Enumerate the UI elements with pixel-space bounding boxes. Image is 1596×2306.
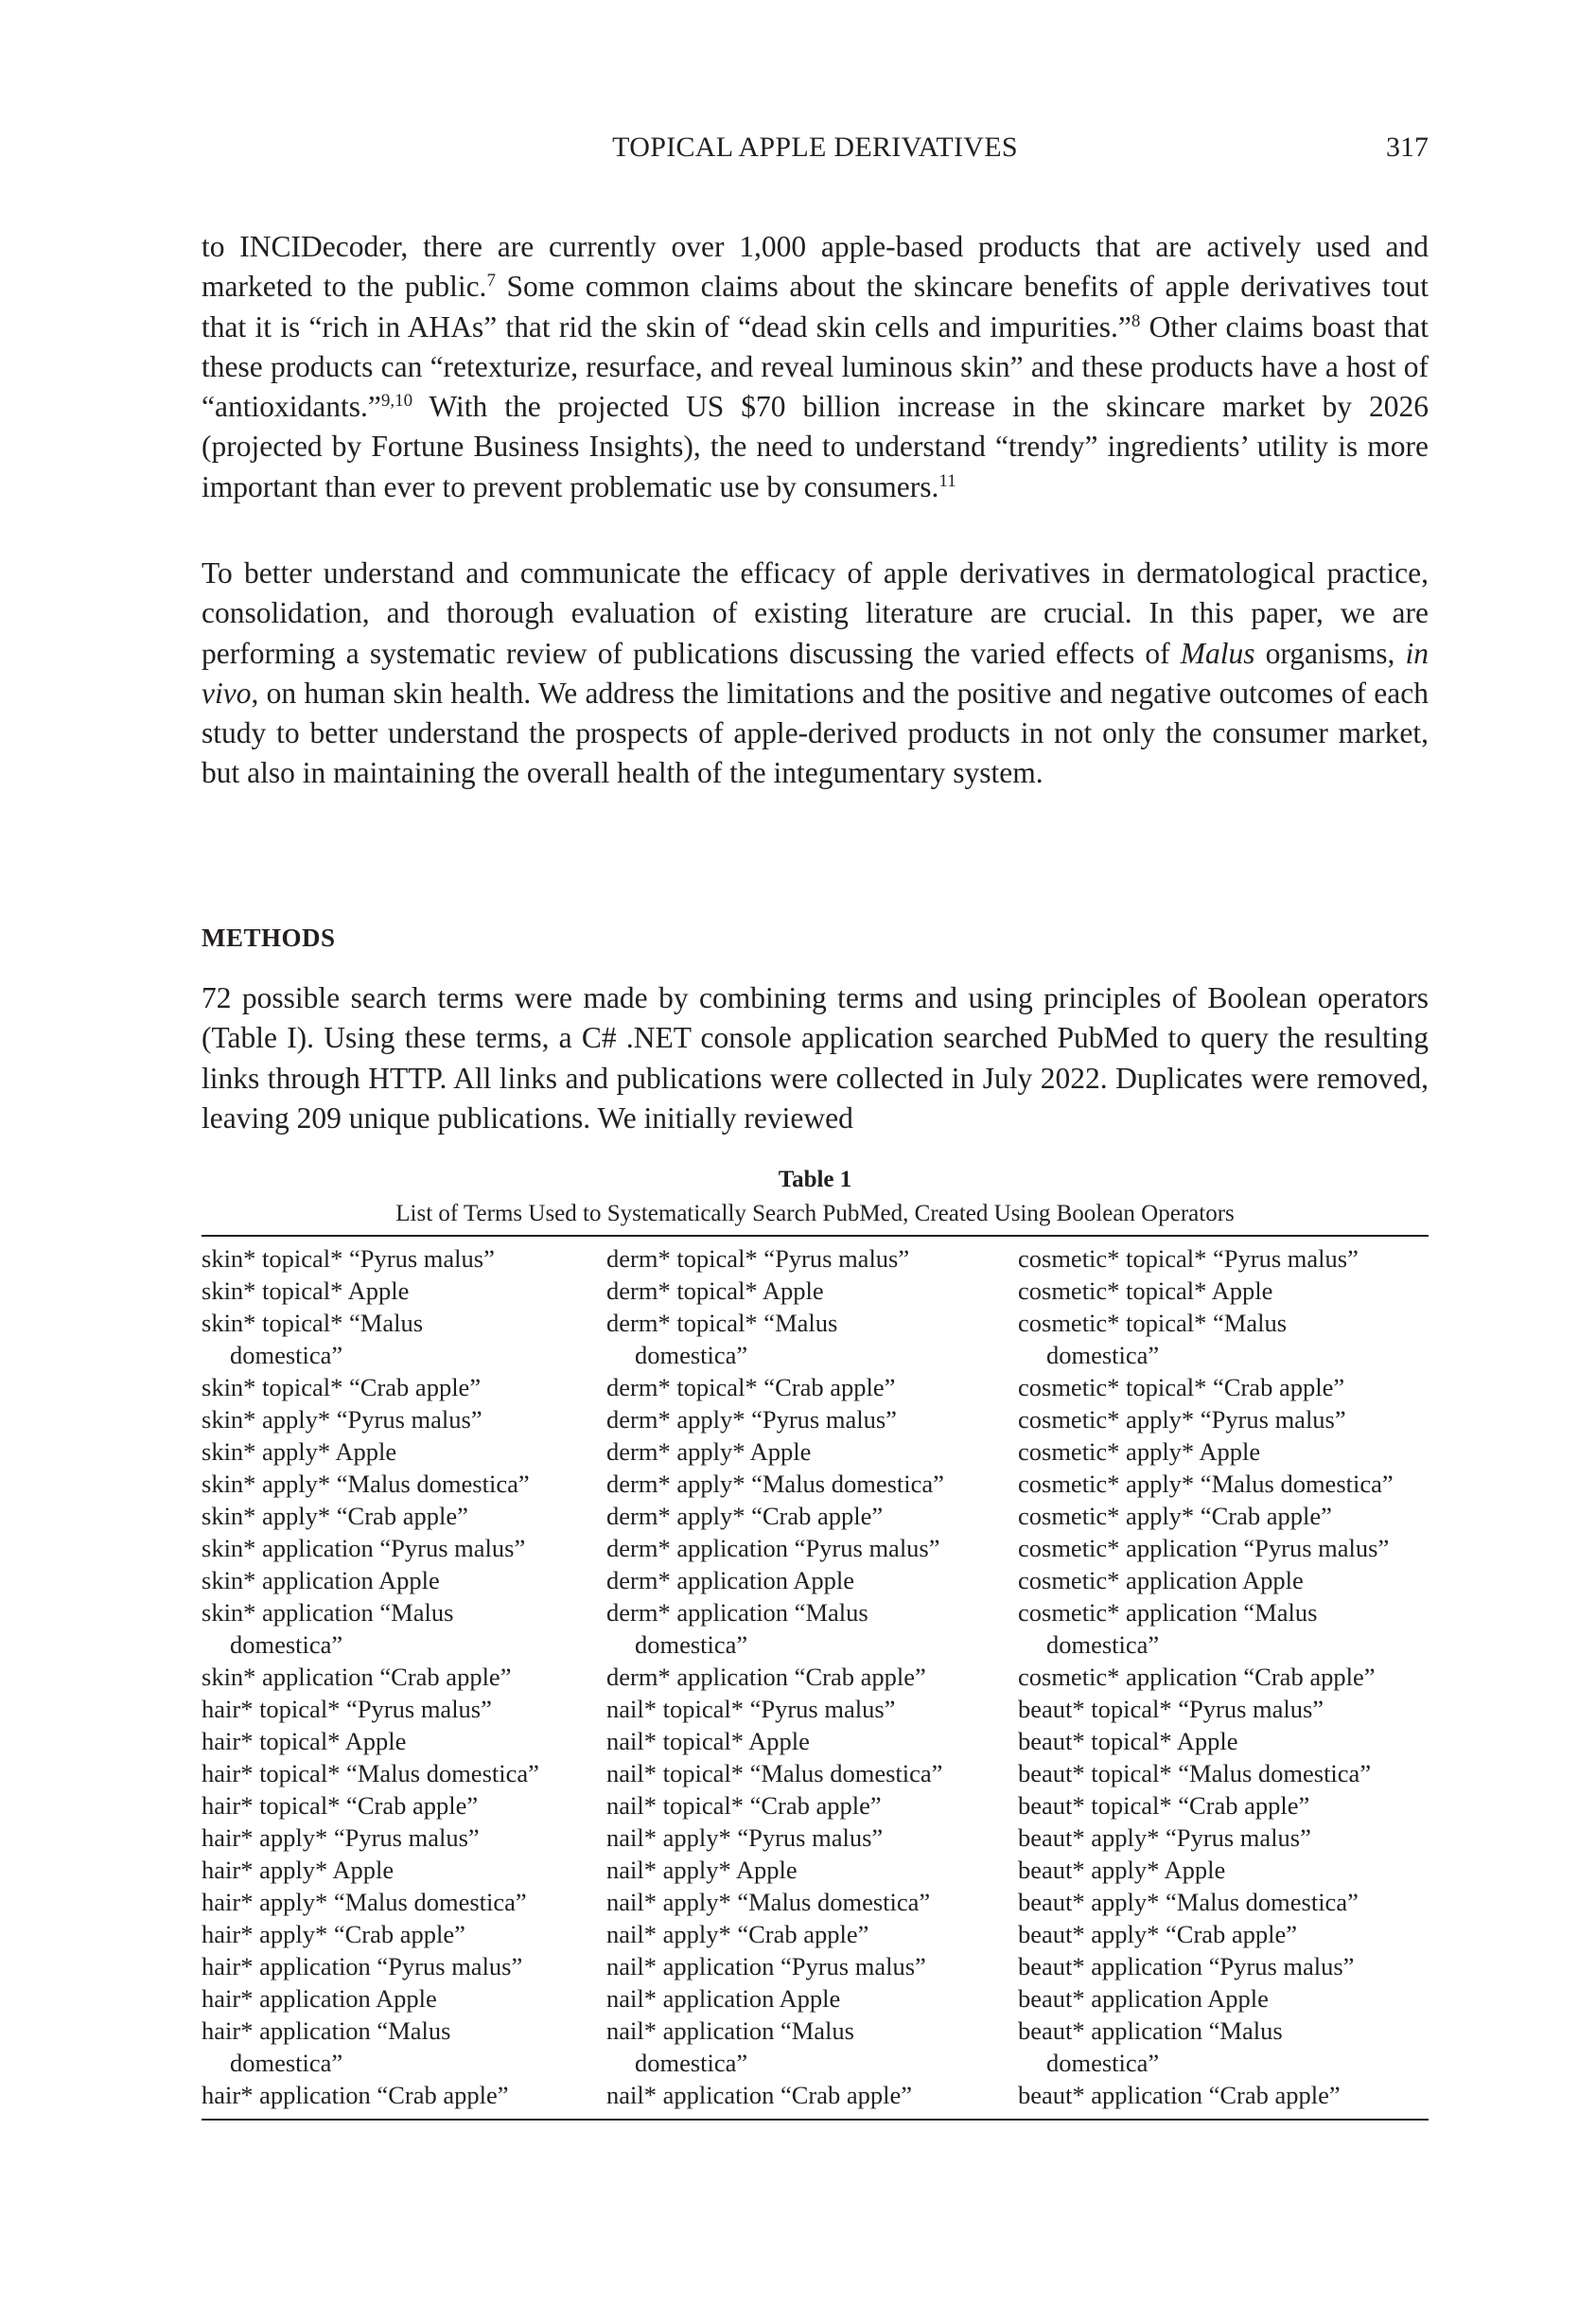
cell-text: nail* application “Pyrus malus” bbox=[606, 1952, 926, 1980]
cell-text: derm* apply* Apple bbox=[606, 1437, 812, 1466]
table-cell bbox=[1018, 1596, 1429, 1661]
cell-text: hair* topical* “Malus domestica” bbox=[202, 1759, 539, 1787]
cell-text: nail* application “Malus bbox=[606, 2016, 854, 2045]
italic-latin-term: in vivo bbox=[202, 636, 1429, 710]
table-cell bbox=[1018, 1242, 1429, 1275]
table-cell bbox=[1018, 1661, 1429, 1693]
table-cell bbox=[202, 1918, 606, 1950]
cell-text: cosmetic* topical* “Pyrus malus” bbox=[1018, 1244, 1359, 1273]
table-cell bbox=[202, 1564, 606, 1596]
cell-text: hair* topical* “Crab apple” bbox=[202, 1791, 479, 1820]
cell-text: cosmetic* topical* Apple bbox=[1018, 1276, 1273, 1305]
table-cell bbox=[606, 1435, 1018, 1468]
cell-text: beaut* apply* Apple bbox=[1018, 1856, 1226, 1884]
cell-text: beaut* topical* Apple bbox=[1018, 1727, 1238, 1755]
cell-text: derm* apply* “Malus domestica” bbox=[606, 1470, 944, 1498]
cell-text: hair* application “Malus bbox=[202, 2016, 451, 2045]
cell-text: skin* topical* “Malus bbox=[202, 1309, 424, 1337]
table-cell bbox=[606, 1371, 1018, 1403]
cell-text: nail* application Apple bbox=[606, 1984, 841, 2013]
table-cell bbox=[606, 2079, 1018, 2111]
cell-text: beaut* application “Pyrus malus” bbox=[1018, 1952, 1355, 1980]
cell-text: cosmetic* apply* Apple bbox=[1018, 1437, 1261, 1466]
table-cell bbox=[1018, 1468, 1429, 1500]
table-cell bbox=[1018, 1532, 1429, 1564]
table-cell bbox=[606, 1918, 1018, 1950]
table-cell bbox=[202, 1532, 606, 1564]
cell-text: cosmetic* application “Malus bbox=[1018, 1598, 1318, 1627]
cell-text: beaut* topical* “Pyrus malus” bbox=[1018, 1695, 1324, 1723]
cell-text: skin* application “Pyrus malus” bbox=[202, 1534, 526, 1562]
cell-text: skin* application “Malus bbox=[202, 1598, 454, 1627]
table-cell bbox=[1018, 1822, 1429, 1854]
cell-text: skin* topical* Apple bbox=[202, 1276, 410, 1305]
table-cell bbox=[202, 1371, 606, 1403]
cell-text: derm* application Apple bbox=[606, 1566, 854, 1594]
table-cell bbox=[202, 1403, 606, 1435]
table-cell bbox=[1018, 1371, 1429, 1403]
table-cell bbox=[202, 1661, 606, 1693]
table-bottom-rule bbox=[202, 2119, 1429, 2121]
table-cell bbox=[606, 1757, 1018, 1789]
table-cell bbox=[1018, 1500, 1429, 1532]
page-number: 317 bbox=[1386, 132, 1429, 163]
cell-text: nail* apply* “Crab apple” bbox=[606, 1920, 869, 1948]
table-cell bbox=[1018, 1693, 1429, 1725]
paragraph-text: to INCIDecoder, there are currently over 1,000 apple-based products that are actively used and marketed to the public. bbox=[202, 230, 1429, 304]
table-cell bbox=[202, 1693, 606, 1725]
cell-text: hair* apply* “Crab apple” bbox=[202, 1920, 465, 1948]
cell-text: beaut* application “Crab apple” bbox=[1018, 2081, 1341, 2109]
cell-text: derm* application “Malus bbox=[606, 1598, 868, 1627]
table-cell bbox=[1018, 1854, 1429, 1886]
cell-text: hair* apply* “Malus domestica” bbox=[202, 1888, 527, 1916]
cell-text: cosmetic* apply* “Pyrus malus” bbox=[1018, 1405, 1346, 1434]
table-cell bbox=[1018, 1275, 1429, 1307]
table-cell bbox=[606, 1950, 1018, 1982]
table-cell bbox=[606, 1822, 1018, 1854]
cell-text: nail* application “Crab apple” bbox=[606, 2081, 913, 2109]
cell-text: derm* topical* “Crab apple” bbox=[606, 1373, 896, 1401]
cell-text: cosmetic* apply* “Crab apple” bbox=[1018, 1502, 1332, 1530]
table-cell bbox=[606, 1275, 1018, 1307]
cell-text: skin* apply* “Crab apple” bbox=[202, 1502, 468, 1530]
table-caption: List of Terms Used to Systematically Search PubMed, Created Using Boolean Operators bbox=[395, 1201, 1235, 1226]
methods-heading: METHODS bbox=[202, 924, 336, 952]
table-cell bbox=[1018, 1725, 1429, 1757]
citation-superscript: 8 bbox=[1131, 310, 1141, 331]
cell-continuation-line: domestica” bbox=[230, 1341, 343, 1369]
citation-superscript: 7 bbox=[486, 271, 496, 291]
methods-paragraph: 72 possible search terms were made by combining terms and using principles of Boolean operators (Table I). Using these terms, a C# .NET console application searched PubMed to query the resulting links through HTTP. All links and publications were collected in July 2022. Duplicates were removed, leaving 209 unique publications. We initially reviewed bbox=[202, 981, 1429, 1135]
table-cell bbox=[202, 1500, 606, 1532]
paragraph-text: Other claims boast that these products can “retexturize, resurface, and reveal luminous skin” and these products have a host of “antioxidants.” bbox=[202, 309, 1429, 424]
cell-text: cosmetic* application Apple bbox=[1018, 1566, 1304, 1594]
table-cell bbox=[606, 1532, 1018, 1564]
cell-text: derm* topical* Apple bbox=[606, 1276, 824, 1305]
table-column-3 bbox=[1018, 1242, 1429, 2111]
cell-continuation-line: domestica” bbox=[230, 2049, 343, 2077]
cell-text: derm* topical* “Pyrus malus” bbox=[606, 1244, 910, 1273]
cell-text: hair* application “Crab apple” bbox=[202, 2081, 509, 2109]
table-cell bbox=[202, 1307, 606, 1371]
cell-text: hair* application “Pyrus malus” bbox=[202, 1952, 523, 1980]
cell-text: beaut* topical* “Crab apple” bbox=[1018, 1791, 1310, 1820]
cell-text: cosmetic* topical* “Crab apple” bbox=[1018, 1373, 1345, 1401]
table-label: Table 1 bbox=[778, 1167, 852, 1192]
intro-paragraph-1 bbox=[202, 227, 1429, 507]
cell-text: beaut* application Apple bbox=[1018, 1984, 1269, 2013]
cell-text: beaut* topical* “Malus domestica” bbox=[1018, 1759, 1372, 1787]
table-cell bbox=[606, 1886, 1018, 1918]
cell-continuation-line: domestica” bbox=[635, 1341, 748, 1369]
cell-text: nail* topical* “Pyrus malus” bbox=[606, 1695, 896, 1723]
table-cell bbox=[202, 1468, 606, 1500]
table-cell bbox=[202, 1822, 606, 1854]
cell-text: derm* topical* “Malus bbox=[606, 1309, 838, 1337]
table-cell bbox=[606, 2015, 1018, 2079]
citation-superscript: 9,10 bbox=[380, 391, 413, 412]
cell-continuation-line: domestica” bbox=[230, 1630, 343, 1659]
cell-text: derm* application “Pyrus malus” bbox=[606, 1534, 940, 1562]
table-cell bbox=[606, 1564, 1018, 1596]
intro-paragraph-2 bbox=[202, 554, 1429, 794]
cell-text: cosmetic* application “Pyrus malus” bbox=[1018, 1534, 1390, 1562]
table-cell bbox=[202, 1854, 606, 1886]
cell-text: hair* apply* Apple bbox=[202, 1856, 395, 1884]
table-column-1 bbox=[202, 1242, 606, 2111]
cell-text: hair* topical* Apple bbox=[202, 1727, 407, 1755]
table-cell bbox=[606, 1854, 1018, 1886]
paragraph-text: , on human skin health. We address the limitations and the positive and negative outcomes of each study to better understand the prospects of apple-derived products in not only the consumer market, but also in maintaining the overall health of the integumentary system. bbox=[202, 676, 1429, 790]
cell-text: skin* topical* “Crab apple” bbox=[202, 1373, 482, 1401]
cell-text: beaut* apply* “Malus domestica” bbox=[1018, 1888, 1359, 1916]
table-cell bbox=[202, 1596, 606, 1661]
table-cell bbox=[606, 1596, 1018, 1661]
search-terms-table bbox=[202, 1163, 1429, 2121]
table-cell bbox=[202, 1886, 606, 1918]
table-cell bbox=[1018, 1403, 1429, 1435]
table-cell bbox=[1018, 1435, 1429, 1468]
cell-text: beaut* application “Malus bbox=[1018, 2016, 1283, 2045]
cell-text: beaut* apply* “Crab apple” bbox=[1018, 1920, 1298, 1948]
table-cell bbox=[202, 2079, 606, 2111]
table-cell bbox=[202, 1242, 606, 1275]
table-body bbox=[202, 1237, 1429, 2119]
table-cell bbox=[1018, 1564, 1429, 1596]
table-cell bbox=[606, 1725, 1018, 1757]
cell-continuation-line: domestica” bbox=[1046, 1341, 1160, 1369]
cell-text: nail* topical* Apple bbox=[606, 1727, 810, 1755]
table-cell bbox=[1018, 1950, 1429, 1982]
table-cell bbox=[1018, 2079, 1429, 2111]
table-column-2 bbox=[606, 1242, 1018, 2111]
table-cell bbox=[1018, 1789, 1429, 1822]
cell-text: hair* application Apple bbox=[202, 1984, 437, 2013]
table-cell bbox=[202, 1982, 606, 2015]
table-cell bbox=[1018, 1307, 1429, 1371]
running-title: TOPICAL APPLE DERIVATIVES bbox=[612, 132, 1018, 163]
cell-text: skin* application “Crab apple” bbox=[202, 1663, 512, 1691]
table-cell bbox=[606, 1693, 1018, 1725]
cell-text: skin* apply* “Pyrus malus” bbox=[202, 1405, 482, 1434]
cell-text: skin* application Apple bbox=[202, 1566, 440, 1594]
table-cell bbox=[606, 1661, 1018, 1693]
paragraph-text: Some common claims about the skincare benefits of apple derivatives tout that it is “rich in AHAs” that rid the skin of “dead skin cells and impurities.” bbox=[202, 270, 1429, 343]
table-cell bbox=[202, 1950, 606, 1982]
table-cell bbox=[1018, 1886, 1429, 1918]
cell-text: beaut* apply* “Pyrus malus” bbox=[1018, 1823, 1311, 1852]
table-cell bbox=[606, 1403, 1018, 1435]
table-cell bbox=[1018, 1982, 1429, 2015]
table-cell bbox=[202, 1725, 606, 1757]
cell-text: cosmetic* application “Crab apple” bbox=[1018, 1663, 1376, 1691]
cell-text: nail* apply* Apple bbox=[606, 1856, 798, 1884]
paragraph-text: With the projected US $70 billion increase in the skincare market by 2026 (projected by Fortune Business Insights), the need to understand “trendy” ingredients’ utility is more important than ever to prevent problematic use by consumers. bbox=[202, 390, 1429, 503]
cell-text: derm* application “Crab apple” bbox=[606, 1663, 926, 1691]
cell-text: skin* apply* Apple bbox=[202, 1437, 397, 1466]
table-cell bbox=[202, 1435, 606, 1468]
table-cell bbox=[606, 1307, 1018, 1371]
paragraph-text: organisms, bbox=[1254, 636, 1406, 670]
cell-text: hair* topical* “Pyrus malus” bbox=[202, 1695, 492, 1723]
table-cell bbox=[606, 1500, 1018, 1532]
cell-text: nail* apply* “Pyrus malus” bbox=[606, 1823, 884, 1852]
table-cell bbox=[1018, 1757, 1429, 1789]
table-cell bbox=[202, 1789, 606, 1822]
cell-text: nail* topical* “Crab apple” bbox=[606, 1791, 882, 1820]
table-cell bbox=[202, 1757, 606, 1789]
cell-text: hair* apply* “Pyrus malus” bbox=[202, 1823, 480, 1852]
cell-text: cosmetic* topical* “Malus bbox=[1018, 1309, 1288, 1337]
cell-text: skin* apply* “Malus domestica” bbox=[202, 1470, 530, 1498]
table-cell bbox=[606, 1468, 1018, 1500]
cell-text: cosmetic* apply* “Malus domestica” bbox=[1018, 1470, 1394, 1498]
cell-text: nail* topical* “Malus domestica” bbox=[606, 1759, 943, 1787]
table-cell bbox=[202, 2015, 606, 2079]
table-cell bbox=[606, 1789, 1018, 1822]
paragraph-text: To better understand and communicate the efficacy of apple derivatives in dermatological practice, consolidation, and thorough evaluation of existing literature are crucial. In this paper, we are performing a systematic review of publications discussing the varied effects of bbox=[202, 556, 1429, 670]
cell-text: derm* apply* “Crab apple” bbox=[606, 1502, 884, 1530]
cell-text: derm* apply* “Pyrus malus” bbox=[606, 1405, 897, 1434]
running-header bbox=[202, 129, 1429, 167]
cell-continuation-line: domestica” bbox=[635, 2049, 748, 2077]
citation-superscript: 11 bbox=[938, 470, 956, 491]
cell-text: nail* apply* “Malus domestica” bbox=[606, 1888, 931, 1916]
table-cell bbox=[202, 1275, 606, 1307]
table-cell bbox=[606, 1982, 1018, 2015]
cell-continuation-line: domestica” bbox=[1046, 1630, 1160, 1659]
table-cell bbox=[1018, 1918, 1429, 1950]
table-cell bbox=[1018, 2015, 1429, 2079]
table-cell bbox=[606, 1242, 1018, 1275]
cell-text: skin* topical* “Pyrus malus” bbox=[202, 1244, 495, 1273]
italic-genus-term: Malus bbox=[1180, 636, 1255, 670]
cell-continuation-line: domestica” bbox=[635, 1630, 748, 1659]
cell-continuation-line: domestica” bbox=[1046, 2049, 1160, 2077]
